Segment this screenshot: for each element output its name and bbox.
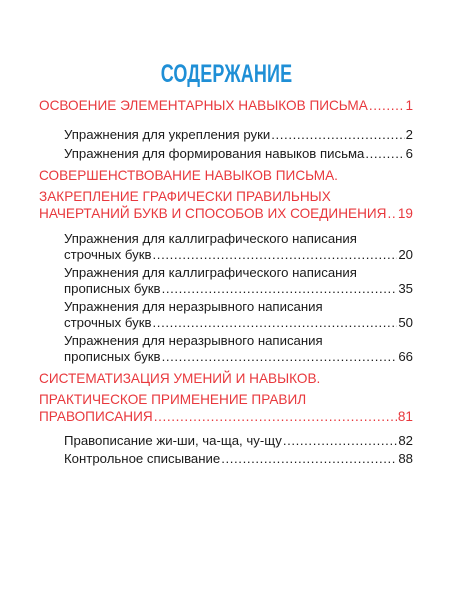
toc-item-label: Упражнения для укрепления руки xyxy=(64,127,271,142)
toc-section-improvement-line-3[interactable] xyxy=(39,205,413,222)
toc-item-calligraphy-uppercase-line-1[interactable]: Упражнения для каллиграфического написания xyxy=(64,265,357,280)
toc-section-label: ОСВОЕНИЕ ЭЛЕМЕНТАРНЫХ НАВЫКОВ ПИСЬМА xyxy=(39,98,368,113)
toc-leader-dots xyxy=(162,280,398,297)
toc-item-label: Правописание жи-ши, ча-ща, чу-щу xyxy=(64,433,282,448)
toc-item-calligraphy-lowercase[interactable] xyxy=(64,246,413,263)
toc-item-control-copying[interactable] xyxy=(64,450,413,467)
toc-page-number: 1 xyxy=(405,98,413,113)
toc-page-number: 19 xyxy=(397,206,413,221)
toc-page-number: 88 xyxy=(398,451,413,466)
toc-leader-dots xyxy=(153,314,398,331)
toc-leader-dots xyxy=(365,145,404,162)
toc-section-systematization-line-2[interactable]: ПРАКТИЧЕСКОЕ ПРИМЕНЕНИЕ ПРАВИЛ xyxy=(39,392,307,407)
toc-section-systematization-line-1[interactable]: СИСТЕМАТИЗАЦИЯ УМЕНИЙ И НАВЫКОВ. xyxy=(39,371,321,386)
toc-item-continuous-lowercase[interactable] xyxy=(64,314,413,331)
page-title: СОДЕРЖАНИЕ xyxy=(160,60,293,88)
toc-item-continuous-lowercase-line-1[interactable]: Упражнения для неразрывного написания xyxy=(64,299,323,314)
toc-section-elementary-skills[interactable] xyxy=(39,97,413,114)
toc-page-number: 6 xyxy=(405,146,413,161)
toc-leader-dots xyxy=(369,97,405,114)
toc-item-hand-strengthening[interactable] xyxy=(64,126,413,143)
toc-item-calligraphy-uppercase[interactable] xyxy=(64,280,413,297)
toc-item-continuous-uppercase[interactable] xyxy=(64,348,413,365)
toc-section-label: ПРАВОПИСАНИЯ xyxy=(39,409,153,424)
toc-item-label: Упражнения для формирования навыков письма xyxy=(64,146,365,161)
toc-leader-dots xyxy=(154,408,397,425)
toc-item-continuous-uppercase-line-1[interactable]: Упражнения для неразрывного написания xyxy=(64,333,323,348)
toc-item-label: строчных букв xyxy=(64,247,152,262)
toc-item-label: прописных букв xyxy=(64,349,161,364)
toc-leader-dots xyxy=(153,246,398,263)
toc-page-number: 50 xyxy=(398,315,413,330)
toc-leader-dots xyxy=(162,348,398,365)
toc-page-number: 2 xyxy=(405,127,413,142)
toc-section-improvement-line-1[interactable]: СОВЕРШЕНСТВОВАНИЕ НАВЫКОВ ПИСЬМА. xyxy=(39,168,338,183)
toc-leader-dots xyxy=(221,450,397,467)
toc-item-label: Контрольное списывание xyxy=(64,451,221,466)
toc-section-improvement-line-2[interactable]: ЗАКРЕПЛЕНИЕ ГРАФИЧЕСКИ ПРАВИЛЬНЫХ xyxy=(39,189,331,204)
toc-item-label: прописных букв xyxy=(64,281,161,296)
toc-leader-dots xyxy=(283,432,397,449)
toc-page-number: 35 xyxy=(398,281,413,296)
toc-page-number: 82 xyxy=(398,433,413,448)
toc-leader-dots xyxy=(388,205,397,222)
toc-item-spelling-rules[interactable] xyxy=(64,432,413,449)
toc-page-number: 81 xyxy=(397,409,413,424)
toc-section-label: НАЧЕРТАНИЙ БУКВ И СПОСОБОВ ИХ СОЕДИНЕНИЯ xyxy=(39,206,387,221)
toc-item-label: строчных букв xyxy=(64,315,152,330)
toc-page-number: 20 xyxy=(398,247,413,262)
toc-section-systematization-line-3[interactable] xyxy=(39,408,413,425)
toc-page-number: 66 xyxy=(398,349,413,364)
toc-item-writing-skills[interactable] xyxy=(64,145,413,162)
toc-item-calligraphy-lowercase-line-1[interactable]: Упражнения для каллиграфического написания xyxy=(64,231,357,246)
toc-leader-dots xyxy=(271,126,404,143)
